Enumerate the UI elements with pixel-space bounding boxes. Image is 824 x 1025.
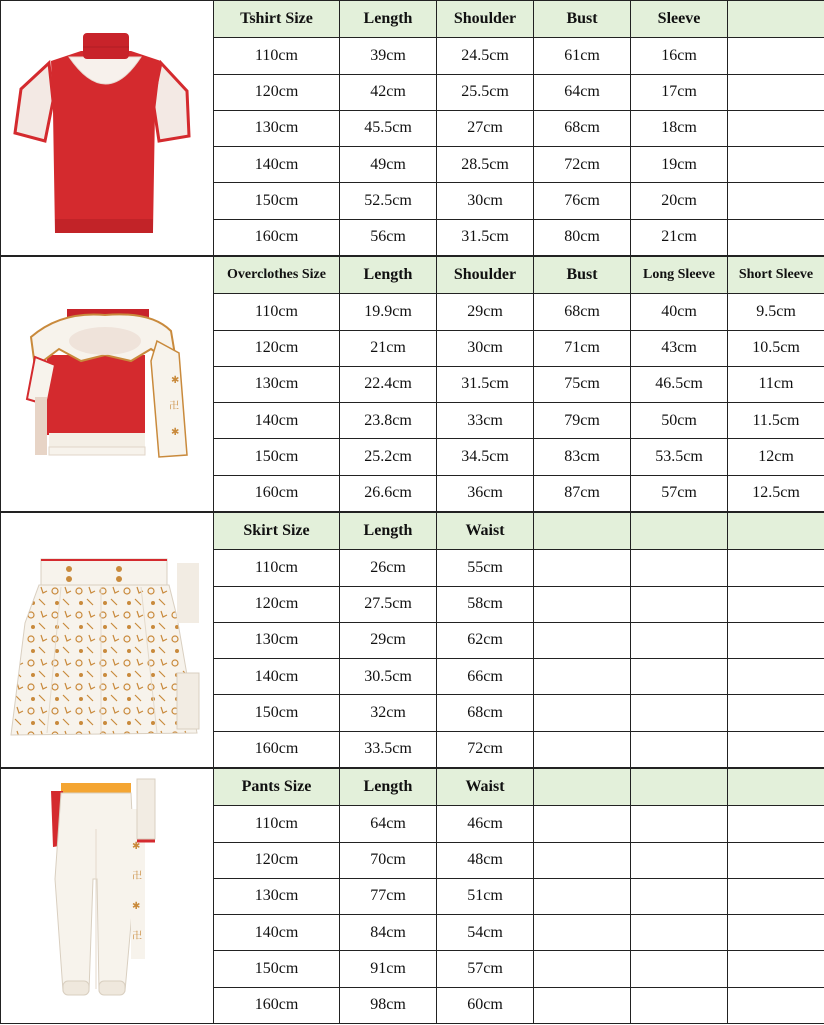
table-cell: 56cm [340,219,437,255]
table-cell: 29cm [437,294,534,330]
table-cell [728,38,824,74]
table-cell [631,695,728,731]
table-header-row [214,1,824,38]
table-cell: 27.5cm [340,586,437,622]
table-cell: 42cm [340,74,437,110]
table-cell: 31.5cm [437,219,534,255]
table-row [214,475,824,511]
table-row [214,695,824,731]
table-cell: 110cm [214,550,340,586]
table-cell: 10.5cm [728,330,824,366]
table-cell: 110cm [214,38,340,74]
table-row [214,147,824,183]
table-cell [534,806,631,842]
table-cell: 49cm [340,147,437,183]
table-row [214,74,824,110]
table-cell: 57cm [437,951,534,987]
table-cell: 75cm [534,366,631,402]
header-cell [728,769,824,806]
table-cell [534,915,631,951]
table-cell: 62cm [437,622,534,658]
table-cell: 110cm [214,806,340,842]
table-cell: 33.5cm [340,731,437,767]
table-cell: 68cm [534,110,631,146]
table-cell [728,550,824,586]
table-cell: 23.8cm [340,403,437,439]
table-cell: 19.9cm [340,294,437,330]
table-cell [631,550,728,586]
table-cell: 77cm [340,878,437,914]
table-cell: 58cm [437,586,534,622]
table-cell: 16cm [631,38,728,74]
table-cell: 120cm [214,74,340,110]
skirt-size-table [213,512,824,768]
table-cell: 17cm [631,74,728,110]
table-cell: 31.5cm [437,366,534,402]
pants-size-table [213,768,824,1024]
table-cell [534,878,631,914]
header-cell: Length [340,769,437,806]
table-cell: 150cm [214,695,340,731]
table-cell: 52.5cm [340,183,437,219]
table-row [214,183,824,219]
table-cell: 33cm [437,403,534,439]
table-cell: 21cm [340,330,437,366]
table-cell: 46.5cm [631,366,728,402]
table-cell: 22.4cm [340,366,437,402]
table-cell: 120cm [214,586,340,622]
svg-text:✱: ✱ [171,427,179,438]
table-cell [631,586,728,622]
table-cell [631,731,728,767]
table-cell: 150cm [214,183,340,219]
table-cell [534,550,631,586]
svg-text:✱: ✱ [171,375,179,386]
table-cell [534,987,631,1023]
table-cell [631,951,728,987]
table-cell: 160cm [214,987,340,1023]
table-row [214,878,824,914]
header-cell [728,513,824,550]
table-cell [728,987,824,1023]
header-cell [631,769,728,806]
table-cell [631,915,728,951]
table-cell: 19cm [631,147,728,183]
table-cell: 25.5cm [437,74,534,110]
table-cell: 87cm [534,475,631,511]
table-cell [728,842,824,878]
table-cell: 30cm [437,183,534,219]
table-cell: 120cm [214,330,340,366]
table-cell: 45.5cm [340,110,437,146]
table-row [214,403,824,439]
table-cell [534,695,631,731]
table-cell: 11cm [728,366,824,402]
overclothes-image [0,256,213,512]
table-cell: 80cm [534,219,631,255]
svg-text:卍: 卍 [132,870,142,882]
table-cell: 55cm [437,550,534,586]
table-cell: 140cm [214,403,340,439]
table-cell: 140cm [214,147,340,183]
table-cell: 72cm [534,147,631,183]
table-cell: 27cm [437,110,534,146]
table-cell: 21cm [631,219,728,255]
header-cell [728,1,824,38]
table-row [214,806,824,842]
header-cell [534,769,631,806]
header-cell: Long Sleeve [631,257,728,294]
table-header-row [214,769,824,806]
header-cell [534,513,631,550]
table-cell: 120cm [214,842,340,878]
table-cell: 25.2cm [340,439,437,475]
table-cell [728,878,824,914]
svg-text:卍: 卍 [169,400,179,412]
skirt-section [0,512,824,768]
table-cell [728,659,824,695]
table-cell: 29cm [340,622,437,658]
table-cell: 83cm [534,439,631,475]
table-cell [728,183,824,219]
table-cell: 130cm [214,110,340,146]
table-cell: 51cm [437,878,534,914]
table-cell: 20cm [631,183,728,219]
table-cell: 140cm [214,659,340,695]
table-cell: 46cm [437,806,534,842]
table-cell: 68cm [437,695,534,731]
table-cell [534,842,631,878]
table-cell: 32cm [340,695,437,731]
table-cell: 24.5cm [437,38,534,74]
table-cell [728,586,824,622]
header-cell: Shoulder [437,257,534,294]
skirt-image [0,512,213,768]
table-row [214,439,824,475]
table-cell [728,806,824,842]
table-cell: 54cm [437,915,534,951]
table-cell: 26.6cm [340,475,437,511]
table-row [214,842,824,878]
table-cell [631,987,728,1023]
table-cell: 61cm [534,38,631,74]
overclothes-section [0,256,824,512]
table-row [214,987,824,1023]
header-cell: Short Sleeve [728,257,824,294]
table-row [214,330,824,366]
pants-image [0,768,213,1024]
table-cell: 150cm [214,951,340,987]
tshirt-size-table [213,0,824,256]
table-cell: 50cm [631,403,728,439]
table-cell: 57cm [631,475,728,511]
table-cell: 76cm [534,183,631,219]
header-cell: Skirt Size [214,513,340,550]
table-row [214,731,824,767]
table-row [214,659,824,695]
table-row [214,294,824,330]
header-cell: Shoulder [437,1,534,38]
header-cell: Bust [534,257,631,294]
header-cell: Bust [534,1,631,38]
table-cell [534,659,631,695]
table-cell [728,110,824,146]
header-cell: Tshirt Size [214,1,340,38]
table-cell: 12cm [728,439,824,475]
header-cell: Sleeve [631,1,728,38]
header-cell: Length [340,257,437,294]
table-row [214,550,824,586]
table-cell: 110cm [214,294,340,330]
table-cell [534,731,631,767]
table-cell [534,586,631,622]
header-cell: Length [340,513,437,550]
table-cell [631,842,728,878]
table-cell: 130cm [214,622,340,658]
table-cell: 26cm [340,550,437,586]
table-cell: 68cm [534,294,631,330]
table-cell: 66cm [437,659,534,695]
overclothes-size-table [213,256,824,512]
table-cell: 79cm [534,403,631,439]
table-cell: 160cm [214,219,340,255]
table-cell: 70cm [340,842,437,878]
header-cell: Length [340,1,437,38]
table-cell [534,622,631,658]
table-cell: 9.5cm [728,294,824,330]
table-cell: 84cm [340,915,437,951]
table-cell: 34.5cm [437,439,534,475]
table-row [214,951,824,987]
table-cell [728,951,824,987]
table-cell: 160cm [214,731,340,767]
table-cell: 160cm [214,475,340,511]
table-cell: 130cm [214,878,340,914]
table-cell [728,731,824,767]
table-cell: 91cm [340,951,437,987]
table-cell: 30.5cm [340,659,437,695]
table-cell: 43cm [631,330,728,366]
header-cell: Waist [437,513,534,550]
table-cell: 60cm [437,987,534,1023]
table-cell [728,147,824,183]
table-row [214,586,824,622]
table-cell: 140cm [214,915,340,951]
tshirt-section [0,0,824,256]
table-cell: 130cm [214,366,340,402]
table-cell [728,622,824,658]
table-cell: 40cm [631,294,728,330]
header-cell: Overclothes Size [214,257,340,294]
table-cell [631,622,728,658]
table-cell: 39cm [340,38,437,74]
table-row [214,38,824,74]
svg-text:✱: ✱ [132,841,140,852]
table-cell: 30cm [437,330,534,366]
table-cell: 64cm [340,806,437,842]
table-row [214,915,824,951]
table-cell [728,695,824,731]
header-cell: Pants Size [214,769,340,806]
table-row [214,366,824,402]
table-row [214,219,824,255]
pants-section [0,768,824,1024]
table-row [214,110,824,146]
header-cell [631,513,728,550]
table-cell: 11.5cm [728,403,824,439]
svg-text:卍: 卍 [132,930,142,942]
table-cell [631,878,728,914]
table-cell: 72cm [437,731,534,767]
svg-text:✱: ✱ [132,901,140,912]
tshirt-image [0,0,213,256]
table-cell: 53.5cm [631,439,728,475]
table-header-row [214,257,824,294]
table-cell [631,659,728,695]
table-cell [728,915,824,951]
table-cell: 18cm [631,110,728,146]
table-cell: 150cm [214,439,340,475]
table-cell: 64cm [534,74,631,110]
table-cell: 71cm [534,330,631,366]
table-cell [631,806,728,842]
table-cell: 36cm [437,475,534,511]
table-header-row [214,513,824,550]
header-cell: Waist [437,769,534,806]
table-cell: 48cm [437,842,534,878]
table-cell: 98cm [340,987,437,1023]
table-cell [534,951,631,987]
table-cell [728,74,824,110]
table-cell [728,219,824,255]
table-row [214,622,824,658]
table-cell: 28.5cm [437,147,534,183]
table-cell: 12.5cm [728,475,824,511]
